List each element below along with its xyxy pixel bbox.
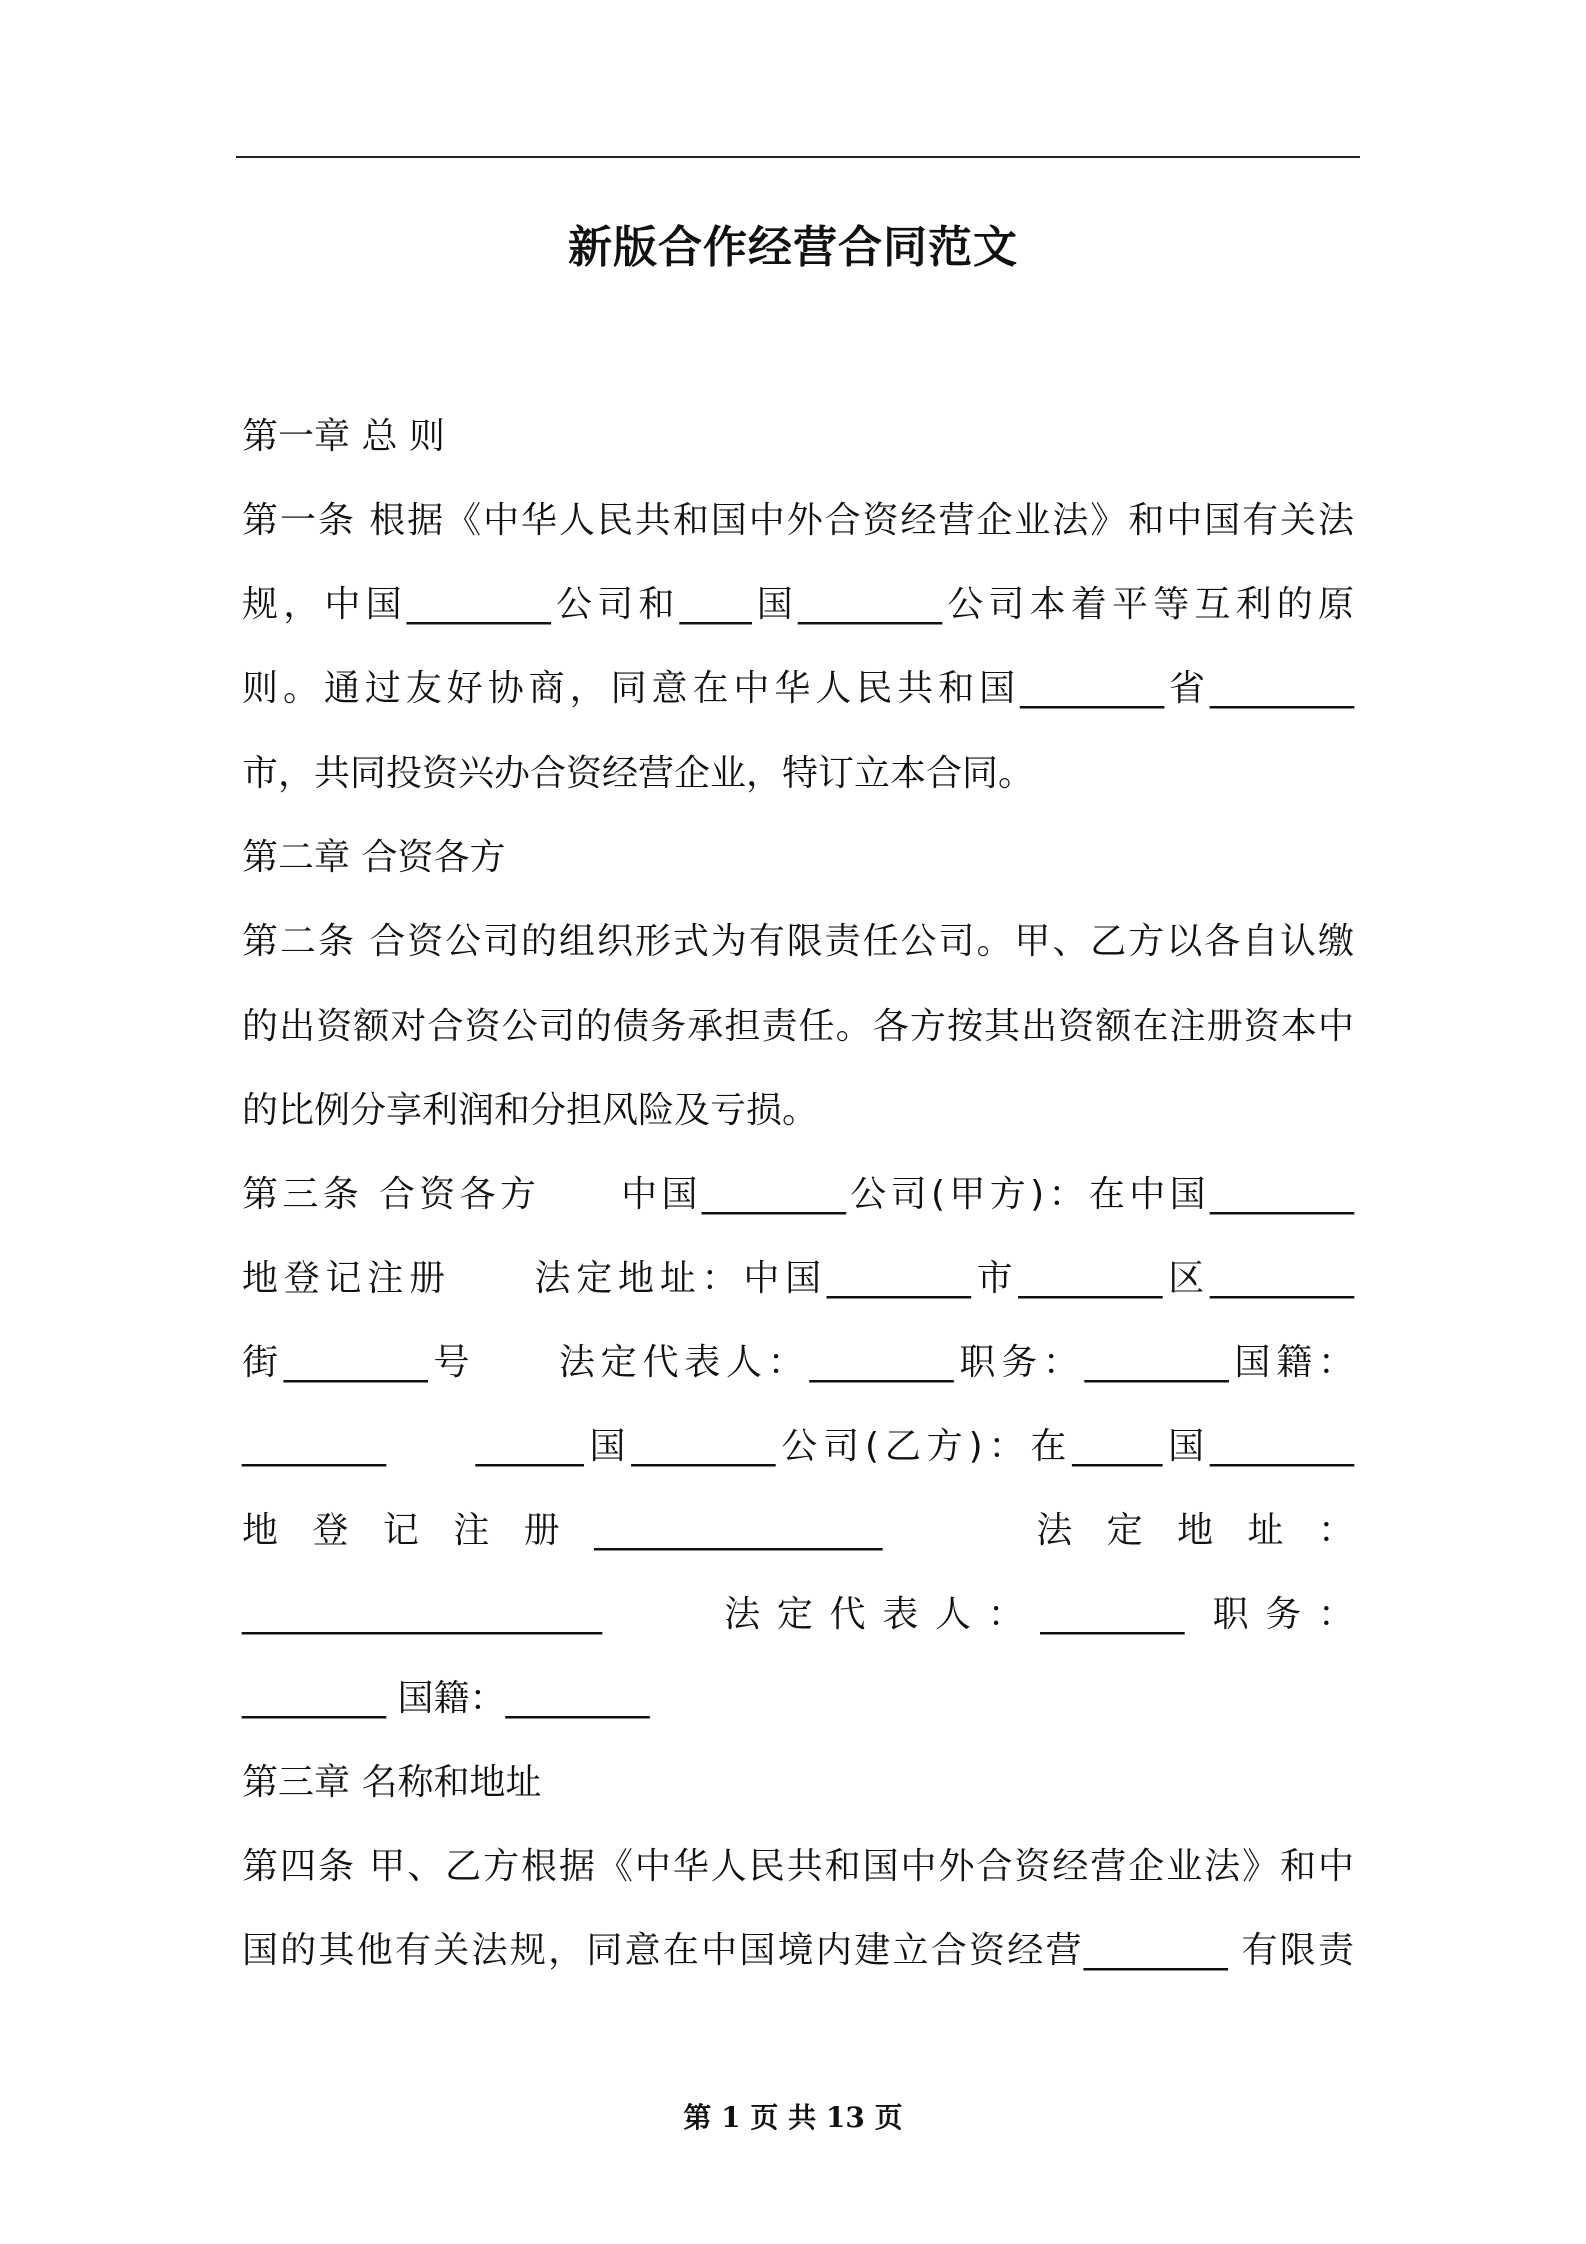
chapter-heading: 第一章 总 则	[242, 416, 445, 457]
body-line: 国的其他有关法规，同意在中国境内建立合资经营________ 有限责	[242, 1930, 1354, 1971]
body-line: 街________号 法定代表人：________职务：________国籍：	[242, 1342, 1354, 1383]
body-line: 第二条 合资公司的组织形式为有限责任公司。甲、乙方以各自认缴	[242, 921, 1354, 962]
document-title: 新版合作经营合同范文	[568, 222, 1018, 273]
body-line: 规，中国________公司和____国________公司本着平等互利的原	[242, 584, 1354, 625]
body-line: ____________________ 法定代表人：________ 职务：	[242, 1594, 1354, 1635]
body-line: ________ ______国________公司(乙方)：在_____国________	[242, 1426, 1354, 1467]
body-line: 第一条 根据《中华人民共和国中外合资经营企业法》和中国有关法	[242, 500, 1354, 541]
body-line: 的比例分享利润和分担风险及亏损。	[242, 1090, 819, 1131]
chapter-heading: 第三章 名称和地址	[242, 1762, 542, 1803]
page-number: 第 1 页 共 13 页	[683, 2101, 903, 2134]
body-line: 市，共同投资兴办合资经营企业，特订立本合同。	[242, 753, 1035, 794]
body-line: 第四条 甲、乙方根据《中华人民共和国中外合资经营企业法》和中	[242, 1846, 1354, 1887]
body-line: ________ 国籍：________	[242, 1678, 650, 1719]
body-line: 地 登 记 注 册 ________________ 法 定 地 址 ：	[242, 1510, 1354, 1551]
body-line: 则。通过友好协商，同意在中华人民共和国________省________	[242, 668, 1354, 709]
chapter-heading: 第二章 合资各方	[242, 837, 506, 878]
body-line: 的出资额对合资公司的债务承担责任。各方按其出资额在注册资本中	[242, 1006, 1354, 1047]
header-rule	[236, 156, 1360, 158]
body-line: 第三条 合资各方 中国________公司(甲方)：在中国________	[242, 1174, 1354, 1215]
body-line: 地登记注册 法定地址：中国________市________区________	[242, 1258, 1354, 1299]
